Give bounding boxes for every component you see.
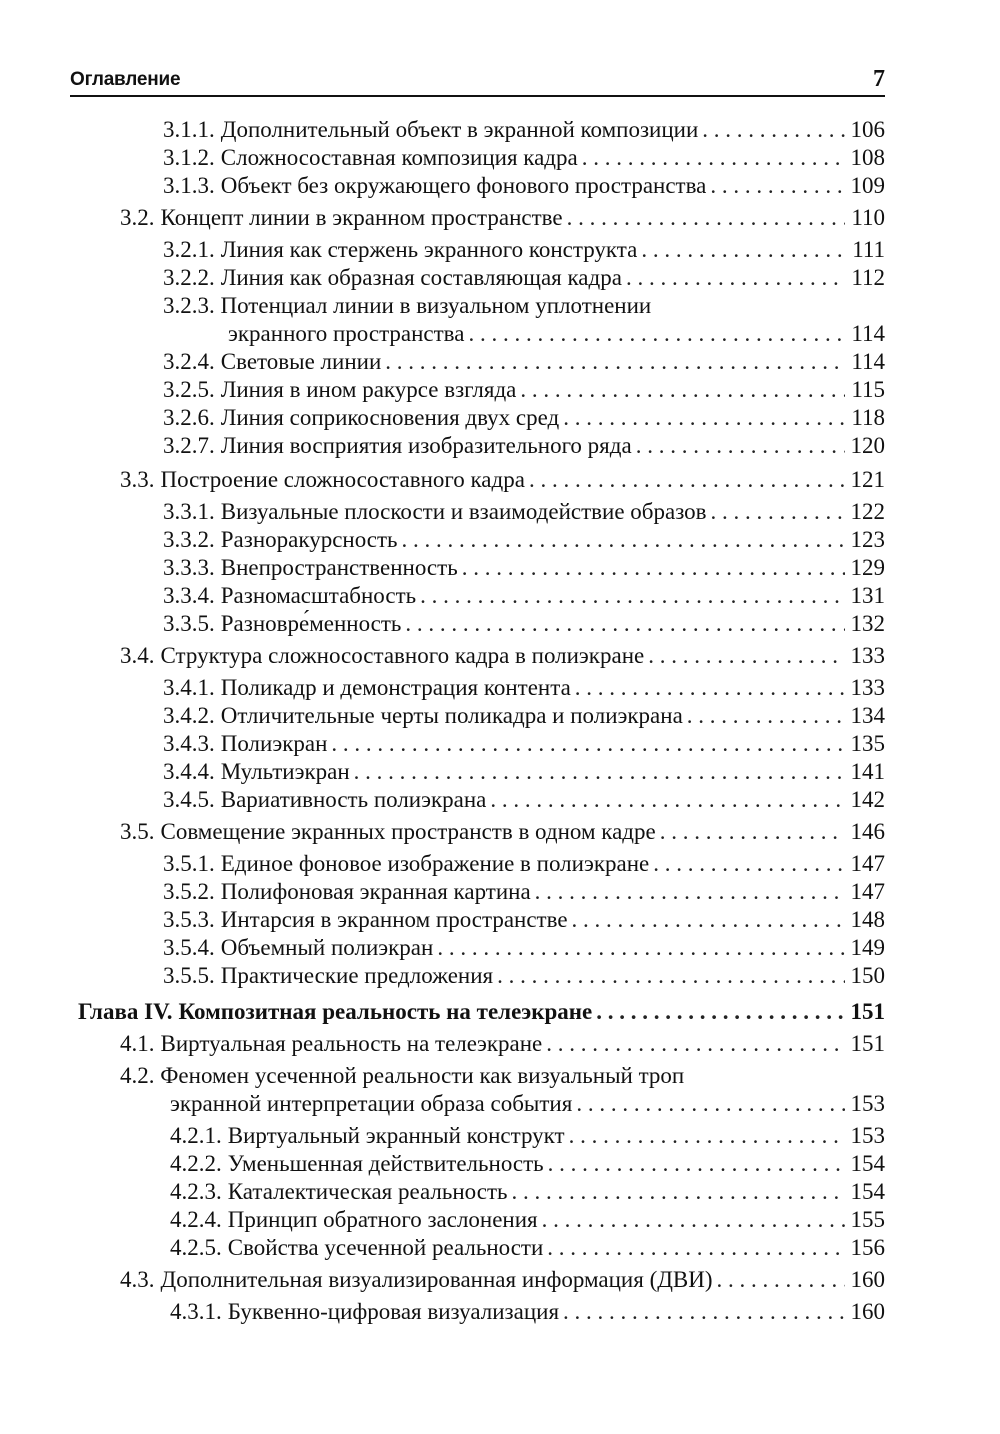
toc-entry[interactable]: 3.5.1. Единое фоновое изображение в полиэкране . . . 147 xyxy=(163,850,885,878)
toc-entry[interactable]: 3.4.5. Вариативность полиэкрана . . . 142 xyxy=(163,786,885,814)
toc-entry[interactable]: 3.2.7. Линия восприятия изобразительного ряда . . . 120 xyxy=(163,432,885,460)
toc-entry[interactable]: 3.5.4. Объемный полиэкран . . . 149 xyxy=(163,934,885,962)
toc-entry[interactable]: 3.4.4. Мультиэкран . . . 141 xyxy=(163,758,885,786)
toc-entry[interactable]: 3.2.1. Линия как стержень экранного конструкта . . . 111 xyxy=(163,236,885,264)
toc-entry[interactable]: 4.3.1. Буквенно-цифровая визуализация . . . 160 xyxy=(170,1298,885,1326)
toc-entry[interactable]: 4.2.4. Принцип обратного заслонения . . . 155 xyxy=(170,1206,885,1234)
toc-entry[interactable]: 3.5.5. Практические предложения . . . 150 xyxy=(163,962,885,990)
toc-section[interactable]: 4.1. Виртуальная реальность на телеэкране . . . 151 xyxy=(120,1030,885,1058)
toc-entry-first-line[interactable]: 3.2.3. Потенциал линии в визуальном уплотнении xyxy=(163,293,652,318)
toc-entry[interactable]: 4.2.1. Виртуальный экранный конструкт . . . 153 xyxy=(170,1122,885,1150)
toc-section[interactable]: 3.4. Структура сложносоставного кадра в полиэкране . . . 133 xyxy=(120,642,885,670)
toc-entry[interactable]: 4.2.3. Каталектическая реальность . . . 154 xyxy=(170,1178,885,1206)
toc-section-continuation[interactable]: экранной интерпретации образа события . . . 153 xyxy=(170,1090,885,1118)
toc-entry[interactable]: 3.5.3. Интарсия в экранном пространстве . . . 148 xyxy=(163,906,885,934)
toc-entry[interactable]: 3.3.1. Визуальные плоскости и взаимодействие образов . . . 122 xyxy=(163,498,885,526)
toc-section[interactable]: 3.3. Построение сложносоставного кадра . . . 121 xyxy=(120,466,885,494)
toc-entry[interactable]: 4.2.5. Свойства усеченной реальности . . . 156 xyxy=(170,1234,885,1262)
toc-section-first-line[interactable]: 4.2. Феномен усеченной реальности как визуальный троп xyxy=(120,1063,685,1088)
toc-entry[interactable]: 3.2.2. Линия как образная составляющая кадра . . . 112 xyxy=(163,264,885,292)
toc-entry[interactable]: 3.3.3. Внепространственность . . . 129 xyxy=(163,554,885,582)
toc-entry[interactable]: 3.3.5. Разновре́менность . . . 132 xyxy=(163,610,885,638)
toc-entry[interactable]: 3.1.2. Сложносоставная композиция кадра . . . 108 xyxy=(163,144,885,172)
toc-entry[interactable]: 3.4.3. Полиэкран . . . 135 xyxy=(163,730,885,758)
toc-entry[interactable]: 3.2.5. Линия в ином ракурсе взгляда . . . 115 xyxy=(163,376,885,404)
toc-entry[interactable]: 3.1.3. Объект без окружающего фонового пространства . . . 109 xyxy=(163,172,885,200)
toc-entry[interactable]: 3.3.2. Разноракурсность . . . 123 xyxy=(163,526,885,554)
toc-entry[interactable]: 3.2.4. Световые линии . . . 114 xyxy=(163,348,885,376)
toc-section[interactable]: 3.2. Концепт линии в экранном пространстве . . . 110 xyxy=(120,204,885,232)
toc-entry[interactable]: 3.4.2. Отличительные черты поликадра и полиэкрана . . . 134 xyxy=(163,702,885,730)
toc-entry[interactable]: 3.5.2. Полифоновая экранная картина . . . 147 xyxy=(163,878,885,906)
toc-chapter[interactable]: Глава IV. Композитная реальность на телеэкране . . . 151 xyxy=(78,998,885,1026)
toc-entry[interactable]: 3.1.1. Дополнительный объект в экранной композиции . . . 106 xyxy=(163,116,885,144)
toc-entry-continuation[interactable]: экранного пространства . . . 114 xyxy=(228,320,885,348)
toc-section[interactable]: 3.5. Совмещение экранных пространств в одном кадре . . . 146 xyxy=(120,818,885,846)
running-title: Оглавление xyxy=(70,69,181,90)
toc-section[interactable]: 4.3. Дополнительная визуализированная информация (ДВИ) . . . 160 xyxy=(120,1266,885,1294)
toc-entry[interactable]: 3.2.6. Линия соприкосновения двух сред . . . 118 xyxy=(163,404,885,432)
page-number: 7 xyxy=(873,66,885,92)
toc-entry[interactable]: 3.3.4. Разномасштабность . . . 131 xyxy=(163,582,885,610)
toc-entry[interactable]: 3.4.1. Поликадр и демонстрация контента . . . 133 xyxy=(163,674,885,702)
page-header xyxy=(70,55,885,97)
toc-entry[interactable]: 4.2.2. Уменьшенная действительность . . . 154 xyxy=(170,1150,885,1178)
